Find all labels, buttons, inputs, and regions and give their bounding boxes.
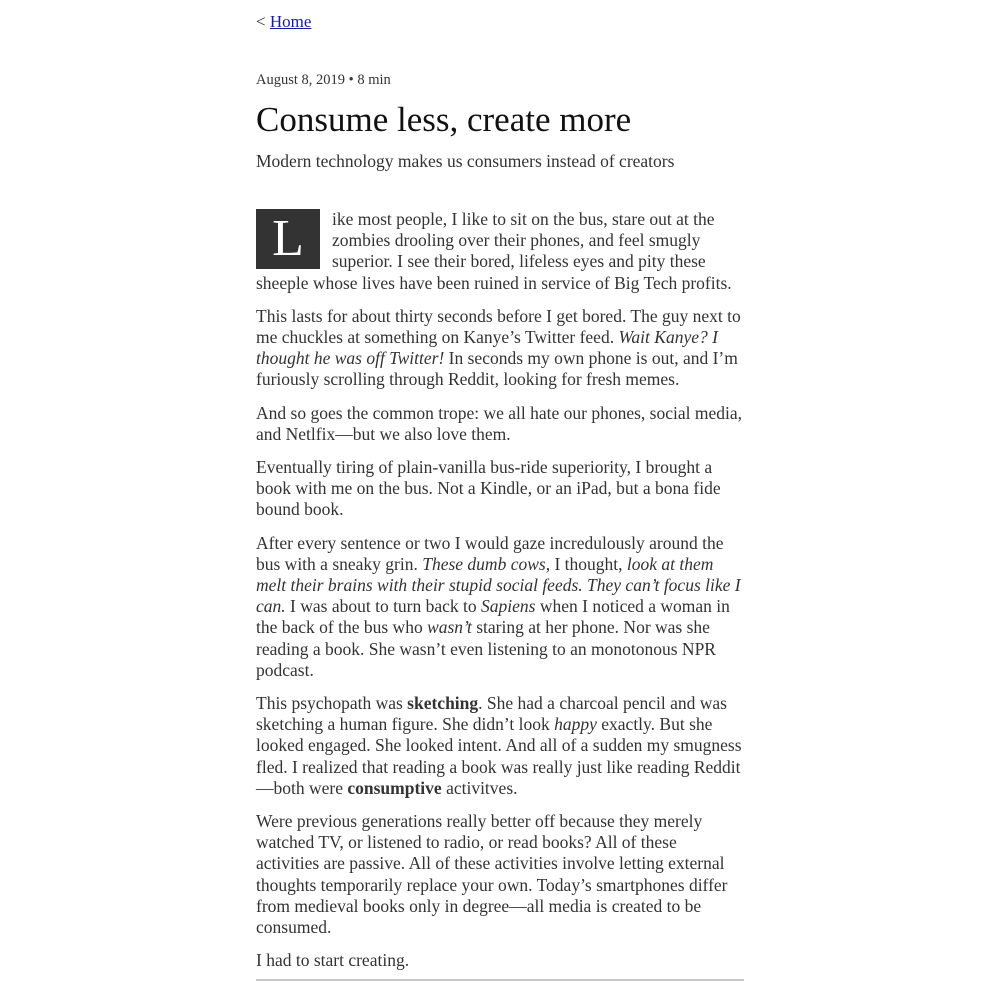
- drop-cap: L: [256, 209, 320, 269]
- page-title: Consume less, create more: [256, 100, 632, 139]
- paragraph-text: This psychopath was: [256, 693, 408, 714]
- paragraph-text: , I thought,: [545, 553, 627, 574]
- paragraph-text: . She had a charcoal pencil and was sketching a human figure. She didn’t look: [256, 693, 727, 735]
- back-chevron-icon: <: [256, 12, 266, 31]
- article-paragraph: [256, 950, 744, 971]
- paragraph-text: Eventually tiring of plain-vanilla bus-ride superiority, I brought a book with me on the bus. Not a Kindle, or an iPad, but a bona fide bound book.: [256, 457, 721, 520]
- paragraph-text: This lasts for about thirty seconds before I get bored. The guy next to me chuckles at something on Kanye’s Twitter feed.: [256, 305, 741, 348]
- paragraph-text: when I noticed a woman in the back of the bus who: [256, 596, 730, 638]
- paragraph-text: I had to start creating.: [256, 950, 410, 971]
- article-paragraph: [256, 209, 744, 294]
- meta-separator: •: [348, 72, 354, 88]
- bold-text: sketching: [407, 693, 479, 714]
- back-nav: [256, 10, 311, 34]
- paragraph-text: After every sentence or two I would gaze incredulously around the bus with a sneaky grin.: [256, 532, 724, 574]
- paragraph-text: And so goes the common trope: we all hate our phones, social media, and Netlfix—but we also love them.: [256, 402, 742, 444]
- article-body: [256, 209, 744, 984]
- home-link[interactable]: Home: [269, 12, 312, 31]
- paragraph-text: ike most people, I like to sit on the bus, stare out at the zombies drooling over their phones, and feel smugly superior. I see their bored, lifeless eyes and pity these sheeple whose lives have been ruined in service of Big Tech profits.: [256, 209, 732, 293]
- emphasis-text: happy: [554, 714, 597, 735]
- divider: [256, 979, 744, 981]
- article-paragraph: [256, 533, 744, 681]
- article-paragraph: [256, 693, 744, 799]
- paragraph-text: In seconds my own phone is out, and I’m furiously scrolling through Reddit, looking for fresh memes.: [256, 348, 738, 390]
- article-paragraph: [256, 457, 744, 521]
- article-paragraph: [256, 403, 744, 445]
- article-paragraph: [256, 306, 744, 391]
- paragraph-text: Were previous generations really better off because they merely watched TV, or listened to radio, or read books? All of these activities are passive. All of these activities involve letting external thoughts temporarily replace your own. Today’s smartphones differ from medieval books only in degree—all media is created to be consumed.: [256, 811, 728, 938]
- page-subtitle: Modern technology makes us consumers instead of creators: [256, 151, 675, 171]
- post-date: August 8, 2019: [256, 72, 346, 88]
- emphasis-text: wasn’t: [427, 617, 472, 638]
- paragraph-text: activitves.: [441, 777, 518, 798]
- paragraph-text: exactly. But she looked engaged. She looked intent. And all of a sudden my smugness fled. I realized that reading a book was really just like reading Reddit—both were: [256, 714, 742, 798]
- emphasis-text: Wait Kanye? I thought he was off Twitter!: [256, 327, 718, 369]
- emphasis-text: These dumb cows: [422, 553, 546, 574]
- emphasis-text: look at them melt their brains with their stupid social feeds. They can’t focus like I can.: [256, 553, 741, 617]
- paragraph-text: I was about to turn back to: [285, 596, 482, 617]
- bold-text: consumptive: [347, 777, 442, 798]
- read-time: 8 min: [357, 72, 391, 88]
- post-meta: [256, 70, 391, 90]
- emphasis-text: Sapiens: [481, 596, 536, 617]
- paragraph-text: staring at her phone. Nor was she reading a book. She wasn’t even listening to an monotonous NPR podcast.: [256, 617, 716, 680]
- article-paragraph: [256, 811, 744, 938]
